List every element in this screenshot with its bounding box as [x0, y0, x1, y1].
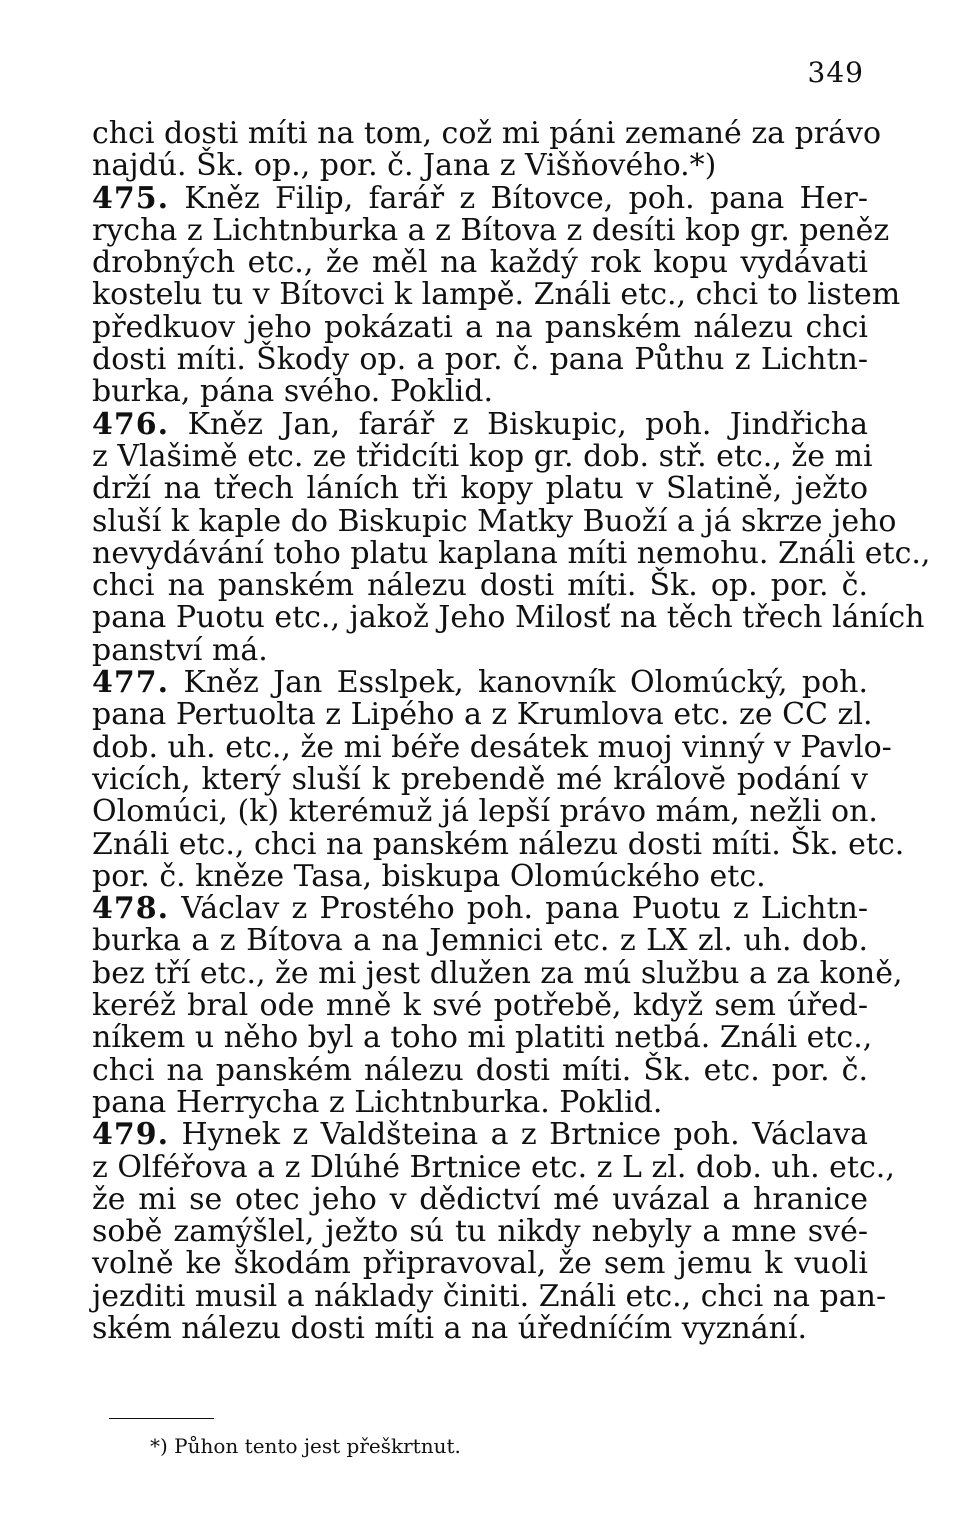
footnote: *) Půhon tento jest přeškrtnut. — [150, 1434, 461, 1458]
text-line — [92, 925, 868, 957]
line-text: sluší k kaple do Biskupic Matky Buoží a já skrze jeho — [92, 503, 897, 539]
text-line — [92, 858, 868, 894]
entry-number: 475. — [92, 180, 170, 216]
text-line — [92, 1052, 868, 1088]
text-line — [92, 600, 925, 636]
entry-number: 479. — [92, 1117, 170, 1153]
text-line — [92, 697, 873, 733]
text-line — [92, 473, 868, 505]
body-text — [92, 116, 931, 1346]
line-text: kostelu tu v Bítovci k lampě. Ználi etc., chci to listem — [92, 277, 901, 313]
line-text: chci na panském nálezu dosti míti. Šk. etc. por. č. — [92, 1052, 868, 1088]
line-text: předkuov jeho pokázati a na panském nálezu chci — [92, 309, 868, 345]
line-text: vicích, který sluší k prebendě mé královĕ podání v — [92, 761, 868, 797]
line-text: ském nálezu dosti míti a na úředníćím vyznání. — [92, 1310, 808, 1346]
line-text: Hynek z Valdšteina a z Brtnice poh. Václava — [169, 1117, 868, 1153]
text-line — [92, 990, 868, 1022]
footnote-rule — [109, 1418, 214, 1419]
text-line — [92, 503, 897, 539]
text-line — [92, 1278, 887, 1314]
text-line — [92, 247, 868, 279]
line-text: Kněz Filip, farář z Bítovce, poh. pana Her- — [169, 180, 868, 216]
text-line — [92, 826, 905, 862]
text-line — [92, 277, 901, 313]
text-line — [92, 1149, 895, 1185]
text-line — [92, 535, 931, 571]
line-text: sobě zamýšlel, ježto sú tu nikdy nebyly a mne své- — [92, 1214, 868, 1250]
line-text: nevydávání toho platu kaplana míti nemohu. Ználi etc., — [92, 535, 931, 571]
line-text: Olomúci, (k) kterémuž já lepší právo mám, nežli on. — [92, 794, 878, 830]
line-text: por. č. kněze Tasa, biskupa Olomúckého etc. — [92, 858, 766, 894]
line-text: panství má. — [92, 632, 268, 668]
line-text: Kněz Jan Esslpek, kanovník Olomúcký, poh. — [169, 665, 868, 701]
line-text: Kněz Jan, farář z Biskupic, poh. Jindřicha — [169, 406, 868, 442]
line-text: pana Puotu etc., jakož Jeho Milosť na těch třech láních — [92, 600, 925, 636]
line-text: chci dosti míti na tom, což mi páni zemané za právo — [92, 116, 882, 151]
text-line — [92, 150, 868, 182]
line-text: chci na panském nálezu dosti míti. Šk. op. por. č. — [92, 568, 868, 604]
text-line — [92, 116, 882, 151]
text-line — [92, 376, 868, 408]
text-line — [92, 1084, 868, 1120]
text-line — [92, 955, 903, 991]
entry-first-line — [92, 667, 868, 699]
line-text: rycha z Lichtnburka a z Bítova z desíti kop gr. peněz — [92, 212, 890, 248]
text-line — [92, 729, 892, 765]
line-text: najdú. Šk. op., por. č. Jana z Višňového.*) — [92, 148, 717, 184]
line-text: burka a z Bítova a na Jemnici etc. z LX zl. uh. dob. — [92, 923, 868, 959]
line-text: níkem u něho byl a toho mi platiti netbá. Ználi etc., — [92, 1020, 873, 1056]
line-text: bez tří etc., že mi jest dlužen za mú službu a za koně, — [92, 955, 903, 991]
text-line — [92, 1248, 868, 1280]
line-text: z Olféřova a z Dlúhé Brtnice etc. z L zl. dob. uh. etc., — [92, 1149, 895, 1185]
entry-first-line — [92, 406, 868, 442]
line-text: burka, pána svého. Poklid. — [92, 374, 494, 410]
entry-first-line — [92, 180, 868, 216]
text-line — [92, 1020, 873, 1056]
line-text: drobných etc., že měl na každý rok kopu vydávati — [92, 245, 868, 281]
line-text: dob. uh. etc., že mi béře desátek muoj vinný v Pavlo- — [92, 729, 892, 765]
text-line — [92, 761, 868, 797]
text-line — [92, 1310, 868, 1346]
line-text: volně ke škodám připravoval, že sem jemu k vuoli — [92, 1246, 868, 1282]
entry-number: 477. — [92, 665, 170, 701]
entry-first-line — [92, 1119, 868, 1151]
text-line — [92, 212, 890, 248]
entry-first-line — [92, 893, 868, 925]
line-text: jezditi musil a náklady činiti. Ználi etc., chci na pan- — [92, 1278, 887, 1314]
text-line — [92, 570, 868, 602]
line-text: z Vlašimě etc. ze třidcíti kop gr. dob. stř. etc., že mi — [92, 438, 873, 474]
line-text: pana Herrycha z Lichtnburka. Poklid. — [92, 1084, 663, 1120]
entry-number: 478. — [92, 891, 170, 927]
text-line — [92, 438, 873, 474]
line-text: dosti míti. Škody op. a por. č. pana Půthu z Lichtn- — [92, 342, 868, 378]
line-text: pana Pertuolta z Lipého a z Krumlova etc. ze CC zl. — [92, 697, 873, 733]
entry-number: 476. — [92, 406, 170, 442]
text-line — [92, 1216, 868, 1248]
text-line — [92, 794, 878, 830]
line-text: drží na třech láních tři kopy platu v Slatině, ježto — [92, 471, 868, 507]
line-text: keréž bral ode mně k své potřebě, když sem úřed- — [92, 988, 868, 1024]
line-text: Ználi etc., chci na panském nálezu dosti míti. Šk. etc. — [92, 826, 905, 862]
text-line — [92, 1181, 868, 1217]
text-line — [92, 632, 868, 668]
page-number: 349 — [807, 56, 864, 89]
line-text: Václav z Prostého poh. pana Puotu z Lichtn- — [169, 891, 868, 927]
text-line — [92, 344, 868, 376]
text-line — [92, 309, 868, 345]
line-text: že mi se otec jeho v dědictví mé uvázal a hranice — [92, 1181, 868, 1217]
